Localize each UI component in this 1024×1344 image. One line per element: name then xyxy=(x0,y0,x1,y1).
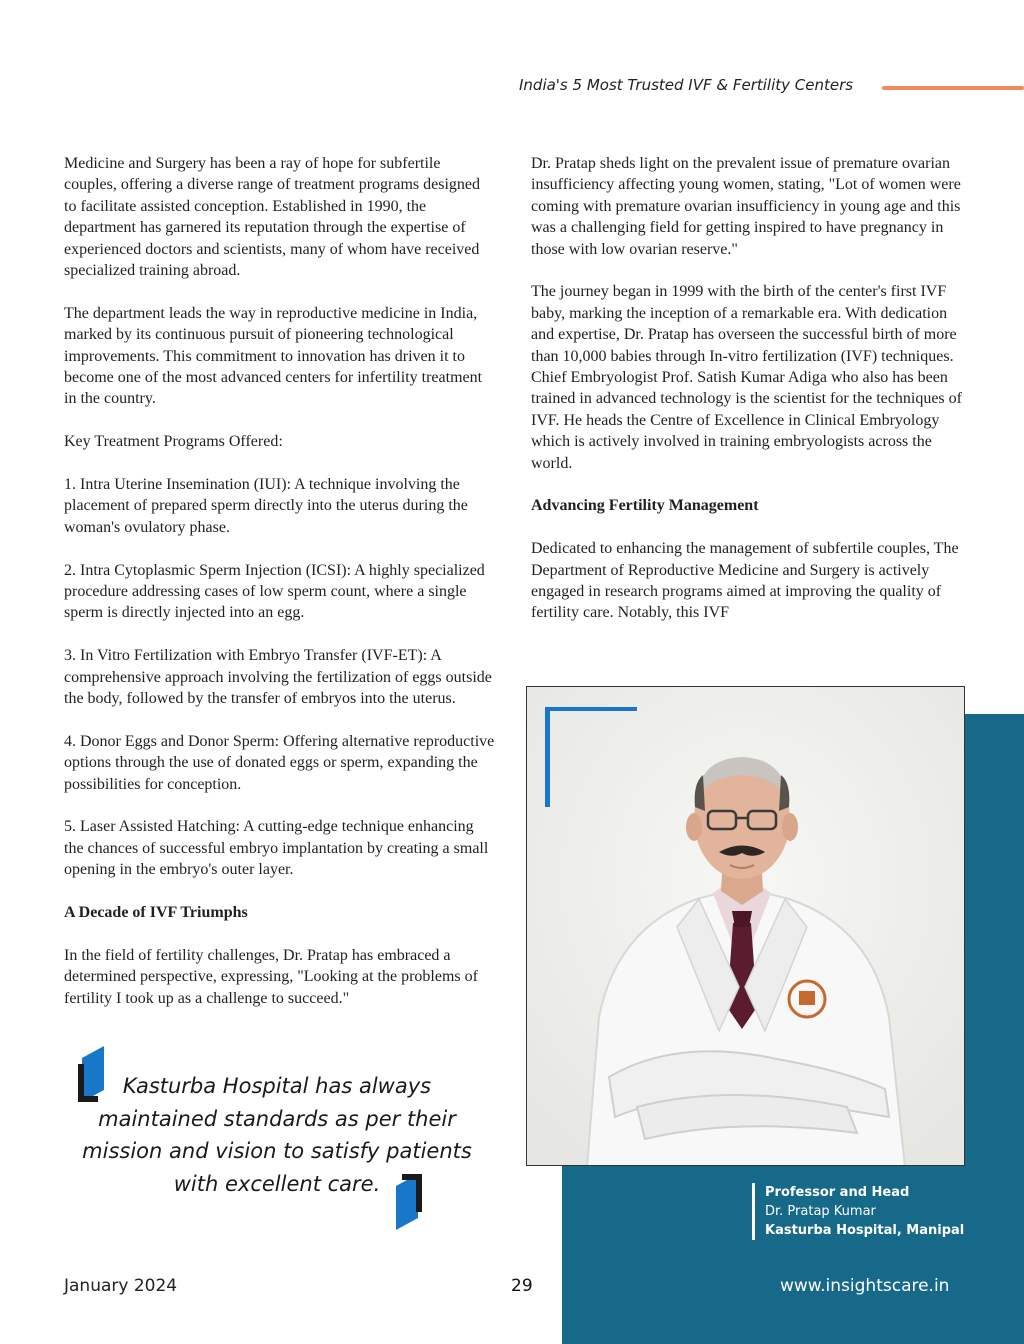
paragraph: Dedicated to enhancing the management of subfertile couples, The Department of Reproductive Medicine and Surgery is actively engaged in research programs aimed at improving the quality of fertility care. Notably, this IVF xyxy=(531,540,959,622)
page-header-title: India's 5 Most Trusted IVF & Fertility Centers xyxy=(519,76,854,94)
caption-role: Professor and Head xyxy=(765,1185,910,1200)
section-heading: A Decade of IVF Triumphs xyxy=(64,904,248,922)
paragraph: 2. Intra Cytoplasmic Sperm Injection (ICSI): A highly specialized procedure addressing cases of low sperm count, where a single sperm is directly injected into an egg. xyxy=(64,561,485,622)
caption-name: Dr. Pratap Kumar xyxy=(765,1204,876,1219)
right-article-column xyxy=(531,153,967,645)
paragraph: Medicine and Surgery has been a ray of hope for subfertile couples, offering a diverse range of treatment programs designed to facilitate assisted conception. Established in 1990, the department has garnered its reputation through the expertise of experienced doctors and scientists, many of whom have received specialized training abroad. xyxy=(64,155,480,280)
pull-quote: Kasturba Hospital has always maintained standards as per their mission and vision to satisfy patients with excellent care. xyxy=(82,1074,472,1196)
caption-org: Kasturba Hospital, Manipal xyxy=(765,1223,965,1238)
photo-caption xyxy=(752,1183,964,1240)
close-quote-icon xyxy=(390,1174,422,1232)
paragraph: 3. In Vitro Fertilization with Embryo Transfer (IVF-ET): A comprehensive approach involving the fertilization of eggs outside the body, followed by the transfer of embryos into the uterus. xyxy=(64,647,492,708)
website-link[interactable]: www.insightscare.in xyxy=(780,1276,950,1296)
paragraph: Dr. Pratap sheds light on the prevalent issue of premature ovarian insufficiency affecting young women, stating, "Lot of women were coming with premature ovarian insufficiency in young age and this was a challenging field for getting inspired to have pregnancy in those with low ovarian reserve." xyxy=(531,155,961,258)
paragraph: 1. Intra Uterine Insemination (IUI): A technique involving the placement of prepared sperm directly into the uterus during the woman's ovulatory phase. xyxy=(64,476,468,536)
paragraph: The journey began in 1999 with the birth of the center's first IVF baby, marking the inception of a remarkable era. With dedication and expertise, Dr. Pratap has overseen the successful birth of more than 10,000 babies through In-vitro fertilization (IVF) techniques. Chief Embryologist Prof. Satish Kumar Adiga who also has been trained in advanced technology is the scientist for the techniques of IVF. He heads the Centre of Excellence in Clinical Embryology which is actively involved in training embryologists across the world. xyxy=(531,283,962,472)
paragraph: The department leads the way in reproductive medicine in India, marked by its continuous pursuit of pioneering technological improvements. This commitment to innovation has driven it to become one of the most advanced centers for infertility treatment in the country. xyxy=(64,304,483,408)
page-number: 29 xyxy=(511,1276,533,1296)
footer-date: January 2024 xyxy=(64,1276,178,1296)
doctor-photo xyxy=(526,686,965,1166)
header-accent-line xyxy=(882,86,1024,90)
paragraph: In the field of fertility challenges, Dr. Pratap has embraced a determined perspective, expressing, "Looking at the problems of fertility I took up as a challenge to succeed." xyxy=(64,946,478,1007)
paragraph: 4. Donor Eggs and Donor Sperm: Offering alternative reproductive options through the use of donated eggs or sperm, expanding the possibilities for conception. xyxy=(64,732,495,793)
left-article-column xyxy=(64,153,496,1031)
paragraph: Key Treatment Programs Offered: xyxy=(64,433,283,451)
paragraph: 5. Laser Assisted Hatching: A cutting-edge technique enhancing the chances of successful embryo implantation by creating a small opening in the embryo's outer layer. xyxy=(64,818,489,879)
section-heading: Advancing Fertility Management xyxy=(531,497,759,515)
